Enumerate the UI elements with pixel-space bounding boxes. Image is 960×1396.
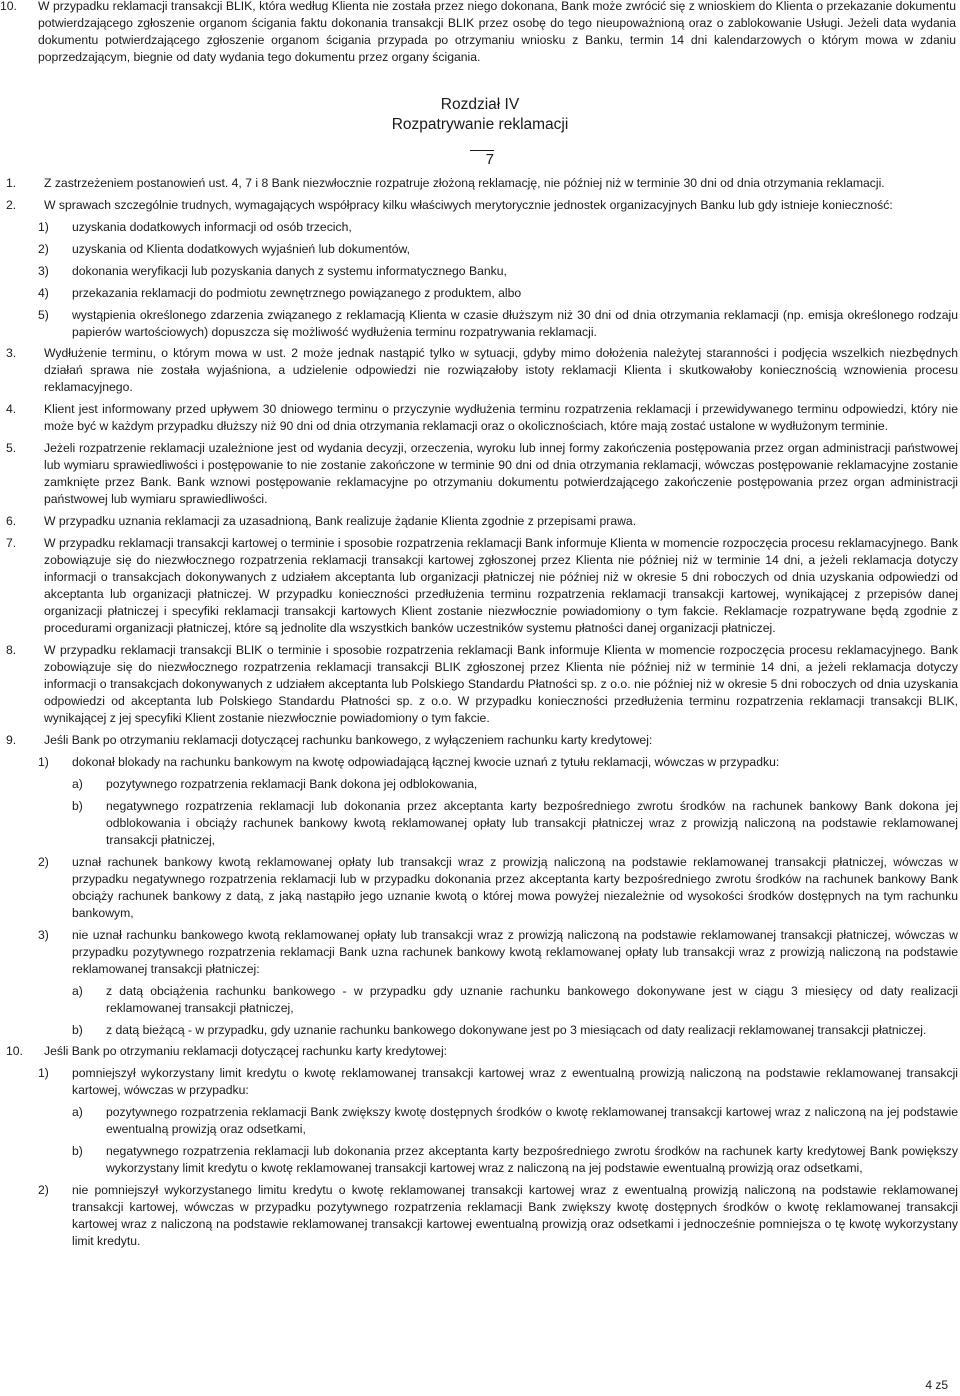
- chapter-heading: [0, 95, 960, 135]
- item-text: Jeśli Bank po otrzymaniu reklamacji dotyczącej rachunku karty kredytowej:: [44, 1044, 448, 1058]
- item-number: 7.: [6, 536, 17, 550]
- sub-item-number: 3): [38, 928, 49, 942]
- sub-sub-item-number: b): [72, 1023, 83, 1037]
- list-item: [6, 440, 958, 508]
- item-number: 9.: [6, 733, 17, 747]
- sub-item-text: nie pomniejszył wykorzystanego limitu kredytu o kwotę reklamowanej transakcji kartowej wraz z ewentualną prowizją naliczoną na podstawie reklamowanej transakcji kartowej, wówczas w przypadku pozytywnego rozpatrzenia reklamacji Bank zwiększy kwotę dostępnych środków o kwotę reklamowanej transakcji kartowej wraz z naliczoną na podstawie reklamowanej transakcji kartowej ewentualną prowizją oraz odsetkami i jednocześnie pomniejsza o tę kwotę wykorzystany limit kredytu.: [72, 1183, 958, 1248]
- item-number: 2.: [6, 198, 17, 212]
- sub-sub-item-text: z datą obciążenia rachunku bankowego - w przypadku gdy uznanie rachunku bankowego dokonywane jest w ciągu 3 miesięcy od daty realizacji reklamowanej transakcji płatniczej,: [106, 984, 958, 1015]
- item-text: Klient jest informowany przed upływem 30 dniowego terminu o przyczynie wydłużenia terminu rozpatrzenia reklamacji i przewidywanego terminu odpowiedzi, który nie może być w każdym przypadku dłuższy niż 90 dni od dnia otrzymania reklamacji oraz o okolicznościach, które mają zostać ustalone w wydłużonym terminie.: [44, 402, 958, 433]
- list-item: [6, 175, 958, 192]
- sub-item-number: 1): [38, 1066, 49, 1080]
- list-item: [6, 401, 958, 435]
- sub-sub-item: [72, 983, 958, 1017]
- sub-sub-item-text: z datą bieżącą - w przypadku, gdy uznanie rachunku bankowego dokonywane jest po 3 miesiącach od daty realizacji reklamowanej transakcji płatniczej.: [106, 1023, 927, 1037]
- sub-item-number: 2): [38, 1183, 49, 1197]
- sub-item: [38, 263, 958, 280]
- sub-item: [38, 927, 958, 978]
- sub-item-number: 3): [38, 264, 49, 278]
- intro-paragraph: [0, 0, 958, 66]
- item-text: W przypadku reklamacji transakcji BLIK o terminie i sposobie rozpatrzenia reklamacji Bank informuje Klienta w momencie rozpoczęcia procesu reklamacyjnego. Bank zobowiązuje się do niezwłocznego rozpatrzenia reklamacji transakcji BLIK zgłoszonej przez Klienta nie później niż w terminie 14 dni, a jeżeli reklamacja dotyczy informacji o transakcjach dokonywanych z udziałem akceptanta lub Polskiego Standardu Płatności sp. z o.o. nie później niż w okresie 5 dni roboczych od dnia uzyskania odpowiedzi od akceptanta lub Polskiego Standardu Płatności sp. z o.o. W przypadku konieczności przedłużenia terminu rozpatrzenia reklamacji transakcji BLIK, wynikającej z jej specyfiki Klient zostanie niezwłocznie powiadomiony o tym fakcie.: [44, 643, 958, 725]
- sub-sub-item: [72, 798, 958, 849]
- list-item: [6, 513, 958, 530]
- list-item: [6, 535, 958, 637]
- sub-item-number: 2): [38, 855, 49, 869]
- sub-item-text: uzyskania od Klienta dodatkowych wyjaśnień lub dokumentów,: [72, 242, 411, 256]
- item-number: 6.: [6, 514, 17, 528]
- sub-item-text: wystąpienia określonego zdarzenia związanego z reklamacją Klienta w czasie dłuższym niż 30 dni od dnia otrzymania reklamacji (np. emisja określonego rodzaju papierów wartościowych) dopuszcza się możliwość wydłużenia terminu rozpatrywania reklamacji.: [72, 308, 958, 339]
- item-number: 8.: [6, 643, 17, 657]
- sub-item-text: dokonania weryfikacji lub pozyskania danych z systemu informatycznego Banku,: [72, 264, 507, 278]
- sub-item-text: pomniejszył wykorzystany limit kredytu o kwotę reklamowanej transakcji kartowej wraz z ewentualną prowizją naliczoną na podstawie reklamowanej transakcji kartowej, wówczas w przypadku:: [72, 1066, 958, 1097]
- item-text: W przypadku reklamacji transakcji kartowej o terminie i sposobie rozpatrzenia reklamacji Bank informuje Klienta w momencie rozpoczęcia procesu reklamacyjnego. Bank zobowiązuje się do niezwłocznego rozpatrzenia reklamacji transakcji kartowej zgłoszonej przez Klienta nie później niż w terminie 14 dni, a jeżeli reklamacja dotyczy informacji o transakcjach dokonywanych z udziałem akceptanta lub organizacji płatniczej nie później niż w okresie 5 dni roboczych od dnia uzyskania odpowiedzi od akceptanta lub organizacji płatniczej. W przypadku konieczności przedłużenia terminu rozpatrzenia reklamacji transakcji kartowej, wynikającej z przepisów danej organizacji płatniczej i specyfiki reklamacji transakcji kartowych Klient zostanie niezwłocznie powiadomiony o tym fakcie. Reklamacje rozpatrywane będą zgodnie z procedurami organizacji płatniczej, które są jednolite dla wszystkich banków uczestników systemu płatności danej organizacji płatniczej.: [44, 536, 958, 635]
- item-text: Jeżeli rozpatrzenie reklamacji uzależnione jest od wydania decyzji, orzeczenia, wyroku lub innej formy zakończenia postępowania przez organ administracji państwowej lub wymiaru sprawiedliwości i postępowanie to nie zostanie zakończone w terminie 90 dni od dnia otrzymania reklamacji, wówczas postępowanie reklamacyjne zostanie zamknięte przez Bank. Bank wznowi postępowanie reklamacyjne po otrzymaniu dokumentu potwierdzającego zakończenie postępowania przez organ administracji państwowej lub wymiaru sprawiedliwości.: [44, 441, 958, 506]
- list-item: [6, 197, 958, 214]
- list-item: [6, 732, 958, 749]
- item-number: 3.: [6, 346, 17, 360]
- item-number: 5.: [6, 441, 17, 455]
- sub-sub-item-text: pozytywnego rozpatrzenia reklamacji Bank zwiększy kwotę dostępnych środków o kwotę reklamowanej transakcji kartowej wraz z naliczoną na jej podstawie ewentualną prowizją oraz odsetkami,: [106, 1105, 958, 1136]
- sub-sub-item: [72, 1104, 958, 1138]
- sub-item-text: nie uznał rachunku bankowego kwotą reklamowanej opłaty lub transakcji wraz z prowizją naliczoną na podstawie reklamowanej transakcji płatniczej, wówczas w przypadku pozytywnego rozpatrzenia reklamacji Bank uzna rachunek bankowy kwotą reklamowanej opłaty lub transakcji wraz z prowizją naliczoną na podstawie reklamowanej transakcji płatniczej:: [72, 928, 958, 976]
- item-text: W przypadku uznania reklamacji za uzasadnioną, Bank realizuje żądanie Klienta zgodnie z przepisami prawa.: [44, 514, 637, 528]
- item-text: W sprawach szczególnie trudnych, wymagających współpracy kilku właściwych merytorycznie jednostek organizacyjnych Banku lub gdy istnieje konieczność:: [44, 198, 893, 212]
- section-mark: [470, 150, 494, 168]
- sub-item: [38, 307, 958, 341]
- list-item: [6, 345, 958, 396]
- item-number: 4.: [6, 402, 17, 416]
- chapter-subtitle: Rozpatrywanie reklamacji: [391, 116, 569, 133]
- sub-sub-item-text: pozytywnego rozpatrzenia reklamacji Bank dokona jej odblokowania,: [106, 777, 478, 791]
- sub-item-text: uznał rachunek bankowy kwotą reklamowanej opłaty lub transakcji wraz z prowizją naliczoną na podstawie reklamowanej transakcji płatniczej, wówczas w przypadku negatywnego rozpatrzenia reklamacji lub w przypadku dokonania przez akceptanta karty bezpośredniego zwrotu środków na rachunek bankowy Bank obciąży rachunek bankowy z datą, z jaką nastąpiło jego uznanie kwotą o której mowa powyżej niezależnie od wysokości środków dostępnych na tym rachunku bankowym,: [72, 855, 958, 920]
- sub-sub-item-text: negatywnego rozpatrzenia reklamacji lub dokonania przez akceptanta karty bezpośredniego zwrotu środków na rachunek karty kredytowej Bank powiększy wykorzystany limit kredytu o kwotę reklamowanej transakcji kartowej wraz z naliczoną na jej podstawie ewentualną prowizją oraz odsetkami,: [106, 1144, 958, 1175]
- item-number: 1.: [6, 176, 17, 190]
- sub-item: [38, 754, 958, 771]
- intro-number: 10.: [0, 0, 17, 13]
- intro-text: W przypadku reklamacji transakcji BLIK, która według Klienta nie została przez niego dokonana, Bank może zwrócić się z wnioskiem do Klienta o przekazanie dokumentu potwierdzającego zgłoszenie organom ścigania faktu dokonania transakcji BLIK przez osobę do tego nieupoważnioną oraz o zablokowanie Usługi. Jeżeli data wydania dokumentu potwierdzającego zgłoszenie organom ścigania przypada po otrzymaniu wniosku z Banku, termin 14 dni kalendarzowych o którym mowa w zdaniu poprzedzającym, biegnie od daty wydania tego dokumentu przez organy ścigania.: [38, 0, 956, 64]
- section-number: 7: [485, 151, 494, 168]
- item-text: Jeśli Bank po otrzymaniu reklamacji dotyczącej rachunku bankowego, z wyłączeniem rachunku karty kredytowej:: [44, 733, 653, 747]
- sub-item: [38, 285, 958, 302]
- item-text: Z zastrzeżeniem postanowień ust. 4, 7 i 8 Bank niezwłocznie rozpatruje złożoną reklamację, nie później niż w terminie 30 dni od dnia otrzymania reklamacji.: [44, 176, 885, 190]
- sub-sub-item-number: a): [72, 1105, 83, 1119]
- sub-item-number: 1): [38, 220, 49, 234]
- sub-item-number: 5): [38, 308, 49, 322]
- sub-item: [38, 219, 958, 236]
- sub-item-number: 2): [38, 242, 49, 256]
- sub-sub-item-text: negatywnego rozpatrzenia reklamacji lub dokonania przez akceptanta karty bezpośredniego zwrotu środków na rachunek bankowy Bank dokona jej odblokowania i obciąży rachunek bankowy kwotą reklamowanej opłaty lub transakcji płatniczej wraz z prowizją naliczoną na podstawie reklamowanej transakcji płatniczej,: [106, 799, 958, 847]
- sub-item: [38, 241, 958, 258]
- sub-item-number: 4): [38, 286, 49, 300]
- sub-item-text: przekazania reklamacji do podmiotu zewnętrznego powiązanego z produktem, albo: [72, 286, 522, 300]
- page-footer: 4 z5: [925, 1378, 948, 1392]
- sub-item-text: uzyskania dodatkowych informacji od osób trzecich,: [72, 220, 352, 234]
- list-spacer: [6, 1250, 958, 1254]
- sub-sub-item-number: b): [72, 799, 83, 813]
- item-number: 10.: [6, 1044, 23, 1058]
- sub-item-text: dokonał blokady na rachunku bankowym na kwotę odpowiadającą łącznej kwocie uznań z tytułu reklamacji, wówczas w przypadku:: [72, 755, 780, 769]
- sub-sub-item-number: a): [72, 984, 83, 998]
- sub-item: [38, 854, 958, 922]
- sub-sub-item-number: b): [72, 1144, 83, 1158]
- sub-item-number: 1): [38, 755, 49, 769]
- list-item: [6, 642, 958, 727]
- sub-item: [38, 1182, 958, 1250]
- item-text: Wydłużenie terminu, o którym mowa w ust. 2 może jednak nastąpić tylko w sytuacji, gdyby mimo dołożenia należytej staranności i podjęcia wszelkich niezbędnych działań sprawa nie została wyjaśniona, a udzielenie odpowiedzi nie rozwiązałoby istoty reklamacji Klienta i skutkowałoby koniecznością wznowienia procesu reklamacyjnego.: [44, 346, 958, 394]
- sub-sub-item: [72, 1143, 958, 1177]
- list-item: [6, 1043, 958, 1060]
- sub-sub-item: [72, 776, 958, 793]
- sub-item: [38, 1065, 958, 1099]
- sub-sub-item-number: a): [72, 777, 83, 791]
- items-list: [6, 175, 958, 1254]
- sub-sub-item: [72, 1022, 958, 1039]
- chapter-title: Rozdział IV: [440, 96, 520, 113]
